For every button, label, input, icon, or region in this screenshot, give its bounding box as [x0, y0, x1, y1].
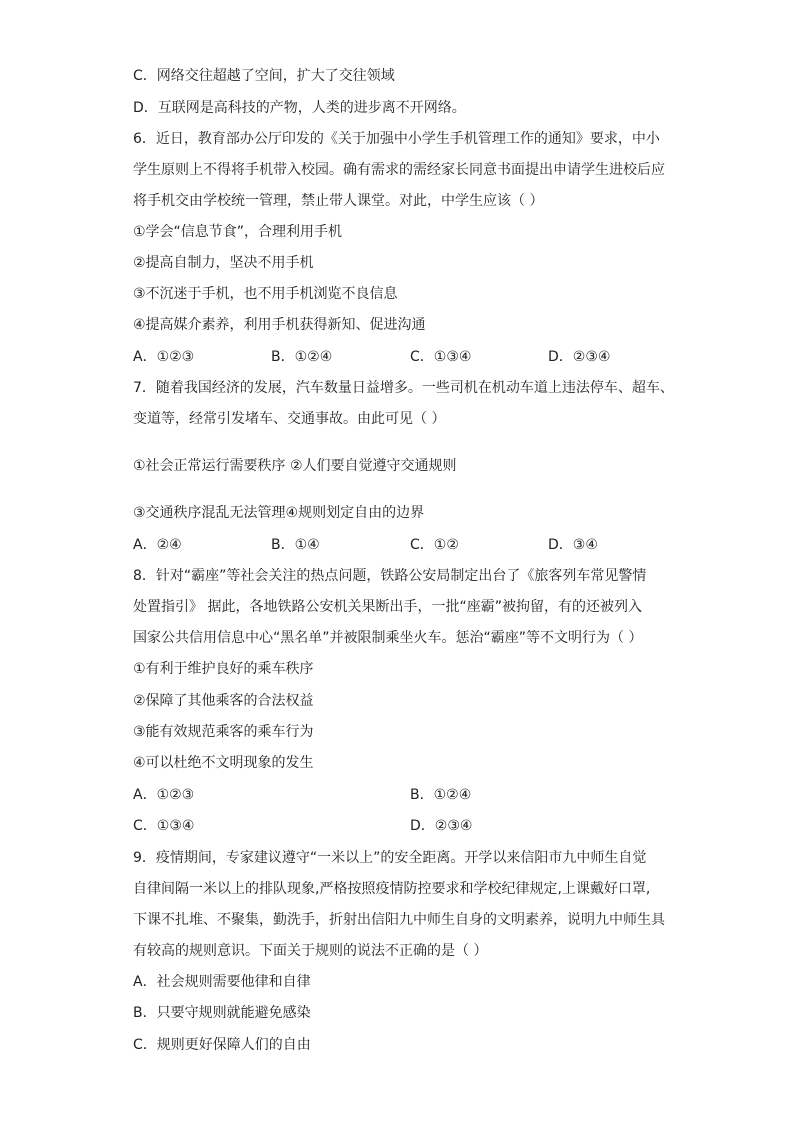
- q8-stem-line-3: 国家公共信用信息中心“黑名单”并被限制乘坐火车。惩治“霸座”等不文明行为（ ）: [133, 630, 643, 646]
- q8-item-2: ②保障了其他乘客的合法权益: [133, 693, 314, 709]
- q9-stem-line-4: 有较高的规则意识。下面关于规则的说法不正确的是（ ）: [133, 943, 488, 959]
- q8-item-4: ④可以杜绝不文明现象的发生: [133, 755, 314, 771]
- q6-item-3: ③不沉迷于手机，也不用手机浏览不良信息: [133, 286, 398, 302]
- q7-stem-line-1: 7．随着我国经济的发展，汽车数量日益增多。一些司机在机动车道上违法停车、超车、: [133, 380, 674, 396]
- q8-item-1: ①有利于维护良好的乘车秩序: [133, 661, 314, 677]
- q6-item-1: ①学会“信息节食”，合理利用手机: [133, 224, 343, 240]
- q7-items-3-4: ③交通秩序混乱无法管理④规则划定自由的边界: [133, 505, 425, 521]
- q9-stem-line-1: 9．疫情期间，专家建议遵守“一米以上”的安全距离。开学以来信阳市九中师生自觉: [133, 850, 647, 866]
- q5-option-d: D．互联网是高科技的产物，人类的进步离不开网络。: [133, 100, 466, 116]
- q6-option-c: C．①③④: [410, 349, 472, 365]
- q8-stem-line-2: 处置指引》 据此，各地铁路公安机关果断出手，一批“座霸”被拘留，有的还被列入: [133, 599, 642, 615]
- q6-option-b: B．①②④: [271, 349, 333, 365]
- q5-option-c: C．网络交往超越了空间，扩大了交往领域: [133, 68, 395, 84]
- q8-option-a: A．①②③: [133, 787, 195, 803]
- q9-option-b: B．只要守规则就能避免感染: [133, 1005, 311, 1021]
- q9-option-c: C．规则更好保障人们的自由: [133, 1037, 311, 1053]
- q8-item-3: ③能有效规范乘客的乘车行为: [133, 724, 314, 740]
- q7-items-1-2: ①社会正常运行需要秩序 ②人们要自觉遵守交通规则: [133, 458, 457, 474]
- q8-option-b: B．①②④: [410, 787, 472, 803]
- q7-option-c: C．①②: [410, 537, 459, 553]
- q7-option-a: A．②④: [133, 537, 182, 553]
- q6-stem-line-1: 6．近日，教育部办公厅印发的《关于加强中小学生手机管理工作的通知》要求，中小: [133, 131, 660, 147]
- q9-option-a: A．社会规则需要他律和自律: [133, 974, 311, 990]
- q6-option-d: D．②③④: [548, 349, 611, 365]
- q7-option-b: B．①④: [271, 537, 320, 553]
- q8-stem-line-1: 8．针对“霸座”等社会关注的热点问题，铁路公安局制定出台了《旅客列车常见警情: [133, 568, 647, 584]
- q7-option-d: D．③④: [548, 537, 598, 553]
- q6-option-a: A．①②③: [133, 349, 195, 365]
- q8-option-c: C．①③④: [133, 818, 195, 834]
- q6-item-4: ④提高媒介素养，利用手机获得新知、促进沟通: [133, 317, 426, 333]
- q6-stem-line-3: 将手机交由学校统一管理，禁止带人课堂。对此，中学生应该（ ）: [133, 193, 544, 209]
- q7-stem-line-2: 变道等，经常引发堵车、交通事故。由此可见（ ）: [133, 411, 446, 427]
- q9-stem-line-3: 下课不扎堆、不聚集，勤洗手，折射出信阳九中师生自身的文明素养，说明九中师生具: [133, 912, 665, 928]
- q8-option-d: D．②③④: [410, 818, 473, 834]
- q6-stem-line-2: 学生原则上不得将手机带入校园。确有需求的需经家长同意书面提出申请学生进校后应: [133, 162, 665, 178]
- q6-item-2: ②提高自制力，坚决不用手机: [133, 255, 314, 271]
- q9-stem-line-2: 自律间隔一米以上的排队现象,严格按照疫情防控要求和学校纪律规定,上课戴好口罩,: [133, 881, 651, 897]
